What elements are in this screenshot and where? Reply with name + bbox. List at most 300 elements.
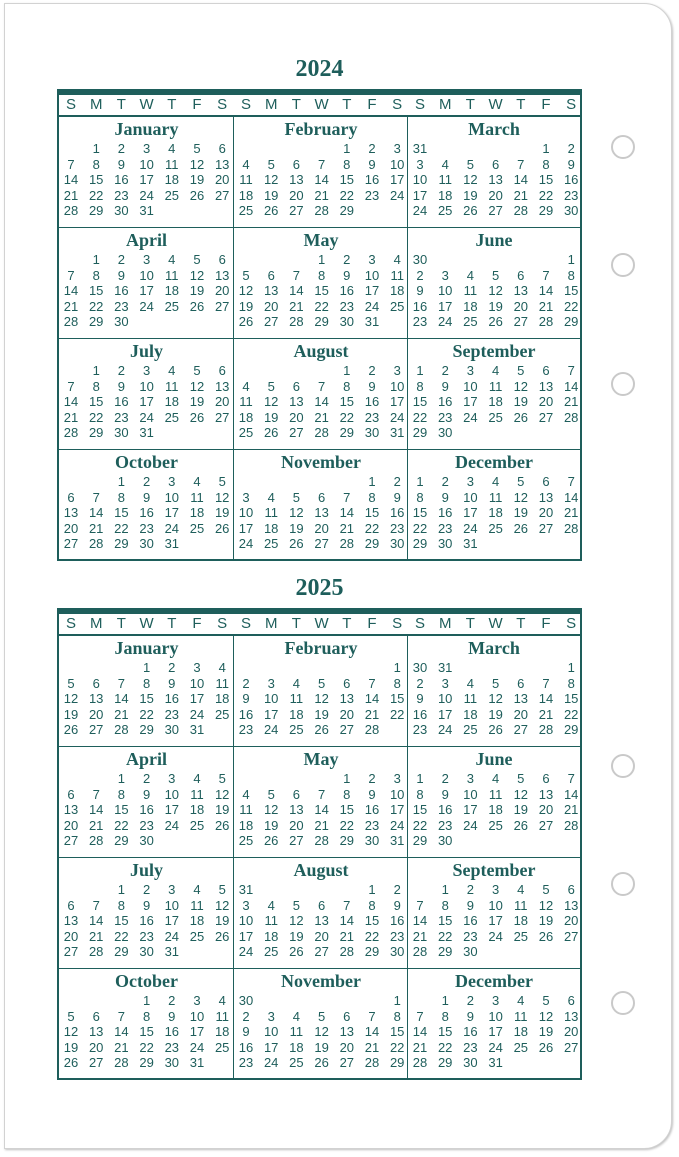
day-number: 15 [563,283,579,299]
day-number: 10 [189,675,205,691]
day-number: 1 [92,141,100,156]
month-block [234,450,408,561]
day-number: 23 [389,520,405,536]
day-number: 12 [263,802,279,818]
day-number: 12 [289,505,304,521]
day-number: 10 [463,786,478,802]
day-number: 20 [538,802,554,818]
day-number: 22 [139,1039,154,1055]
year-title: 2024 [295,56,344,82]
weekday-label: S [240,96,251,113]
day-number: 1 [343,771,351,786]
day-number: 19 [314,706,329,722]
day-number: 11 [438,172,452,188]
day-number: 29 [538,203,554,219]
day-number: 22 [364,520,380,536]
weekday-label: W [314,96,329,113]
day-number: 21 [538,706,554,722]
weekday-label: M [89,615,103,632]
weekday-label: F [541,615,551,632]
day-number: 11 [165,267,179,283]
day-number: 17 [389,172,405,188]
day-number: 20 [513,298,529,314]
day-number: 29 [412,833,428,849]
day-number: 20 [63,817,79,833]
day-number: 30 [437,536,453,552]
day-number: 4 [193,882,201,897]
day-number: 2 [393,882,401,897]
day-number: 16 [437,802,453,818]
month-name: April [125,230,167,250]
day-number: 3 [168,882,176,897]
weekday-label: T [291,96,301,113]
day-number: 23 [437,817,453,833]
day-number: 28 [339,944,355,960]
day-number: 8 [567,267,575,283]
day-number: 13 [513,283,529,299]
weekday-label: W [488,96,503,113]
day-number: 3 [142,252,151,267]
day-number: 18 [238,817,254,833]
day-number: 4 [393,252,401,267]
day-number: 16 [389,913,405,929]
day-number: 2 [393,474,401,489]
day-number: 15 [412,802,428,818]
day-number: 12 [513,378,529,394]
day-number: 19 [189,172,205,188]
day-number: 21 [563,802,579,818]
month-name: December [455,971,533,991]
day-number: 18 [513,913,529,929]
day-number: 21 [63,298,79,314]
day-number: 20 [488,187,503,203]
day-number: 8 [92,267,100,283]
day-number: 20 [289,187,304,203]
day-number: 24 [389,187,405,203]
day-number: 1 [567,660,575,675]
month-name: June [475,749,513,769]
day-number: 2 [368,141,376,156]
day-number: 10 [463,378,478,394]
day-number: 30 [437,833,453,849]
day-number: 7 [117,675,125,691]
day-number: 16 [238,706,254,722]
day-number: 14 [314,802,329,818]
day-number: 8 [343,378,351,394]
day-number: 3 [393,771,401,786]
day-number: 20 [263,298,279,314]
day-number: 16 [437,394,453,410]
day-number: 5 [218,771,226,786]
day-number: 16 [139,505,154,521]
day-number: 22 [412,409,428,425]
day-number: 8 [368,489,376,505]
day-number: 26 [63,722,79,738]
day-number: 9 [343,267,351,283]
day-number: 11 [239,394,253,410]
day-number: 5 [317,675,326,691]
month-block [234,636,408,747]
day-number: 4 [242,378,250,394]
day-number: 25 [164,298,180,314]
binder-hole-icon [611,253,635,277]
day-number: 25 [513,928,529,944]
day-number: 22 [412,817,428,833]
day-number: 28 [538,314,554,330]
day-number: 14 [289,283,304,299]
day-number: 13 [314,505,329,521]
day-number: 26 [189,409,205,425]
day-number: 3 [491,882,500,897]
day-number: 10 [164,489,180,505]
day-number: 16 [437,505,453,521]
month-block [234,969,408,1080]
day-number: 8 [393,675,401,691]
day-number: 16 [139,913,154,929]
day-number: 28 [563,520,579,536]
month-name: November [281,971,361,991]
day-number: 28 [364,1055,380,1071]
weekday-label: T [167,96,177,113]
day-number: 11 [264,505,278,521]
day-number: 29 [339,203,355,219]
day-number: 8 [542,156,550,172]
day-number: 29 [412,425,428,441]
day-number: 11 [289,691,304,707]
weekday-label: M [264,96,278,113]
day-number: 24 [389,409,405,425]
day-number: 22 [114,817,129,833]
day-number: 19 [214,913,230,929]
day-number: 22 [114,520,129,536]
day-number: 2 [168,660,176,675]
day-number: 29 [437,1055,453,1071]
weekday-label: T [116,615,126,632]
day-number: 22 [389,706,405,722]
day-number: 18 [263,928,279,944]
day-number: 26 [238,314,254,330]
day-number: 6 [542,771,550,786]
month-block [59,969,234,1080]
day-number: 10 [488,897,503,913]
day-number: 7 [92,897,100,913]
day-number: 22 [437,928,453,944]
day-number: 23 [238,722,254,738]
day-number: 27 [314,944,329,960]
day-number: 9 [142,786,151,802]
day-number: 18 [289,706,304,722]
day-number: 22 [563,706,579,722]
day-number: 17 [463,394,478,410]
day-number: 6 [92,1008,100,1024]
month-block [234,339,408,450]
day-number: 16 [389,505,405,521]
month-block [59,636,234,747]
day-number: 27 [63,944,79,960]
day-number: 13 [339,691,355,707]
day-number: 29 [88,203,104,219]
day-number: 11 [289,1024,304,1040]
day-number: 8 [416,489,424,505]
day-number: 25 [189,520,205,536]
day-number: 31 [189,722,205,738]
day-number: 1 [393,993,401,1008]
day-number: 30 [563,203,579,219]
day-number: 7 [292,267,300,283]
year-title: 2025 [295,575,344,601]
month-name: June [475,230,513,250]
day-number: 8 [92,378,100,394]
day-number: 6 [517,267,525,283]
day-number: 4 [242,156,250,172]
day-number: 31 [389,833,405,849]
day-number: 12 [488,283,503,299]
day-number: 21 [314,187,329,203]
day-number: 27 [488,203,503,219]
day-number: 8 [441,897,449,913]
day-number: 25 [164,187,180,203]
day-number: 2 [368,771,376,786]
day-number: 17 [139,283,154,299]
day-number: 15 [114,913,129,929]
day-number: 2 [416,675,424,691]
day-number: 6 [292,156,300,172]
day-number: 13 [289,802,304,818]
day-number: 5 [218,882,226,897]
weekday-header [59,95,580,117]
day-number: 16 [463,913,478,929]
day-number: 7 [517,156,525,172]
day-number: 30 [463,944,478,960]
day-number: 8 [416,786,424,802]
day-number: 28 [339,536,355,552]
day-number: 21 [314,409,329,425]
day-number: 15 [563,691,579,707]
day-number: 21 [364,706,380,722]
day-number: 19 [488,298,503,314]
day-number: 5 [292,897,300,913]
day-number: 24 [389,817,405,833]
day-number: 20 [88,706,104,722]
day-number: 10 [139,156,154,172]
day-number: 15 [412,505,428,521]
day-number: 14 [314,172,329,188]
day-number: 27 [289,203,304,219]
day-number: 20 [214,394,230,410]
month-name: February [284,638,358,658]
day-number: 28 [364,722,380,738]
day-number: 23 [364,187,380,203]
day-number: 7 [368,675,376,691]
day-number: 4 [218,660,226,675]
day-number: 18 [164,283,180,299]
day-number: 30 [164,1055,180,1071]
day-number: 1 [92,252,100,267]
day-number: 23 [364,409,380,425]
day-number: 19 [538,1024,554,1040]
day-number: 17 [389,802,405,818]
binder-hole-icon [611,754,635,778]
day-number: 12 [538,1008,554,1024]
day-number: 28 [63,425,79,441]
weekday-group [408,95,580,115]
month-block [408,969,580,1080]
day-number: 18 [238,409,254,425]
day-number: 9 [393,897,401,913]
day-number: 7 [542,675,550,691]
day-number: 11 [488,786,503,802]
weekday-group [234,95,408,115]
day-number: 13 [538,489,554,505]
day-number: 17 [437,298,453,314]
day-number: 7 [542,267,550,283]
day-number: 24 [164,928,180,944]
day-number: 11 [390,267,404,283]
day-number: 9 [441,378,449,394]
day-number: 4 [267,489,275,505]
weekday-label: T [291,615,301,632]
day-number: 16 [164,1024,180,1040]
day-number: 22 [314,298,329,314]
day-number: 30 [339,314,355,330]
day-number: 6 [67,489,75,505]
day-number: 2 [168,993,176,1008]
day-number: 13 [513,691,529,707]
day-number: 8 [416,378,424,394]
day-number: 24 [164,817,180,833]
day-number: 26 [314,722,329,738]
day-number: 22 [538,187,554,203]
day-number: 3 [267,675,275,691]
day-number: 15 [389,691,405,707]
day-number: 24 [189,706,205,722]
weekday-label: T [465,615,475,632]
day-number: 14 [563,378,579,394]
day-number: 3 [441,267,449,283]
day-number: 20 [563,913,579,929]
day-number: 17 [238,520,254,536]
day-number: 18 [463,298,478,314]
day-number: 6 [567,993,575,1008]
day-number: 2 [441,363,449,378]
month-block [408,228,580,339]
day-number: 10 [238,505,254,521]
day-number: 22 [339,187,355,203]
day-number: 15 [139,1024,154,1040]
day-number: 9 [441,786,449,802]
day-number: 21 [289,298,304,314]
day-number: 6 [317,489,326,505]
day-number: 7 [92,489,100,505]
day-number: 26 [63,1055,79,1071]
day-number: 24 [139,298,154,314]
day-number: 3 [142,141,151,156]
day-number: 4 [242,786,250,802]
day-number: 29 [437,944,453,960]
day-number: 29 [114,833,129,849]
weekday-label: M [89,96,103,113]
day-number: 6 [292,378,300,394]
day-number: 4 [491,771,500,786]
day-number: 7 [317,156,326,172]
day-number: 2 [117,363,125,378]
day-number: 23 [139,817,154,833]
day-number: 15 [114,505,129,521]
day-number: 8 [142,1008,151,1024]
day-number: 23 [412,722,428,738]
day-number: 18 [488,505,503,521]
month-block [234,858,408,969]
day-number: 7 [67,156,75,172]
day-number: 9 [168,675,176,691]
day-number: 30 [437,425,453,441]
day-number: 4 [193,771,201,786]
day-number: 12 [63,1024,79,1040]
day-number: 9 [142,897,151,913]
day-number: 25 [238,833,254,849]
day-number: 9 [242,1024,250,1040]
day-number: 18 [164,394,180,410]
day-number: 21 [563,505,579,521]
day-number: 25 [263,944,279,960]
day-number: 10 [437,691,453,707]
day-number: 27 [88,1055,104,1071]
day-number: 21 [513,187,529,203]
day-number: 5 [267,156,275,172]
day-number: 13 [289,172,304,188]
day-number: 31 [389,425,405,441]
month-block [59,117,234,228]
day-number: 1 [368,474,376,489]
day-number: 28 [88,536,104,552]
day-number: 4 [466,267,474,283]
day-number: 6 [67,786,75,802]
day-number: 5 [517,474,525,489]
day-number: 18 [437,187,453,203]
day-number: 14 [364,691,380,707]
day-number: 2 [441,771,449,786]
day-number: 20 [538,505,554,521]
weekday-label: S [566,615,577,632]
day-number: 12 [263,172,279,188]
year-calendar [57,89,582,561]
weekday-label: T [465,96,475,113]
day-number: 9 [466,1008,474,1024]
day-number: 16 [114,394,129,410]
day-number: 31 [437,660,453,675]
day-number: 6 [67,897,75,913]
day-number: 4 [491,363,500,378]
day-number: 8 [117,897,125,913]
day-number: 9 [117,378,125,394]
day-number: 6 [567,882,575,897]
day-number: 31 [139,425,154,441]
day-number: 18 [238,187,254,203]
day-number: 5 [517,363,525,378]
day-number: 23 [114,409,129,425]
day-number: 2 [416,267,424,283]
day-number: 1 [393,660,401,675]
day-number: 5 [517,771,525,786]
day-number: 28 [88,833,104,849]
day-number: 11 [239,802,253,818]
day-number: 26 [263,203,279,219]
month-name: March [468,119,520,139]
day-number: 5 [267,378,275,394]
day-number: 27 [63,833,79,849]
weekday-label: T [342,96,352,113]
day-number: 26 [488,722,503,738]
